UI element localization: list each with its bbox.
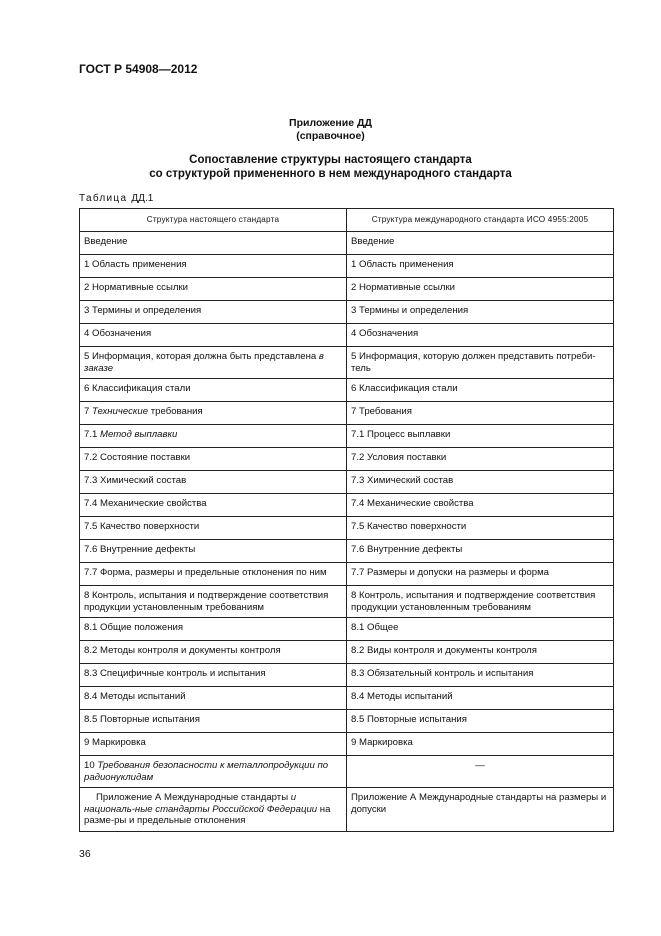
- cell-text: 7.7 Размеры и допуски на размеры и форма: [351, 567, 550, 578]
- cell-text: Введение: [351, 236, 395, 247]
- cell-national: [80, 788, 347, 832]
- cell-national: [80, 425, 347, 448]
- cell-national: [80, 471, 347, 494]
- cell-text: 4 Обозначения: [84, 328, 152, 339]
- table-row: [80, 563, 614, 586]
- cell-international: [347, 687, 614, 710]
- table-row: [80, 255, 614, 278]
- cell-international: [347, 494, 614, 517]
- table-row: [80, 586, 614, 618]
- cell-text: 8.1 Общие положения: [84, 622, 184, 633]
- cell-text: 8.2 Методы контроля и документы контроля: [84, 645, 281, 656]
- table-row: [80, 278, 614, 301]
- italic-text: и националь-ные стандарты Российской Федерации: [84, 792, 318, 815]
- cell-text: 7.2 Условия поставки: [351, 452, 447, 463]
- cell-international: [347, 301, 614, 324]
- table-row: [80, 425, 614, 448]
- cell-text: 1 Область применения: [351, 259, 454, 270]
- cell-national: [80, 517, 347, 540]
- cell-international: [347, 255, 614, 278]
- cell-text: Приложение А Международные стандарты на размеры и допуски: [351, 792, 607, 815]
- cell-text: 7.2 Состояние поставки: [84, 452, 191, 463]
- cell-international: [347, 347, 614, 379]
- table-row: [80, 448, 614, 471]
- cell-text: 7.6 Внутренние дефекты: [351, 544, 463, 555]
- table-row: [80, 517, 614, 540]
- cell-text: 9 Маркировка: [84, 737, 146, 748]
- cell-text: 8.5 Повторные испытания: [84, 714, 200, 725]
- cell-national: [80, 710, 347, 733]
- comparison-table: [79, 208, 614, 832]
- cell-text: 8.4 Методы испытаний: [84, 691, 186, 702]
- table-row: [80, 402, 614, 425]
- table-row: [80, 664, 614, 687]
- cell-text: 7.3 Химический состав: [84, 475, 187, 486]
- table-row: [80, 324, 614, 347]
- cell-international: [347, 664, 614, 687]
- section-title-line-2: со структурой примененного в нем международного стандарта: [149, 168, 512, 180]
- cell-national: [80, 494, 347, 517]
- table-label: [79, 193, 153, 204]
- column-header-national: Структура настоящего стандарта: [80, 209, 347, 232]
- cell-international: [347, 471, 614, 494]
- cell-text: 8.5 Повторные испытания: [351, 714, 467, 725]
- cell-national: [80, 448, 347, 471]
- cell-national: [80, 402, 347, 425]
- cell-international: [347, 379, 614, 402]
- italic-text: Технические: [92, 406, 149, 417]
- table-row: [80, 471, 614, 494]
- cell-text: 1 Область применения: [84, 259, 187, 270]
- cell-text: 8.3 Специфичные контроль и испытания: [84, 668, 266, 679]
- cell-national: [80, 586, 347, 618]
- cell-national: [80, 641, 347, 664]
- cell-international: [347, 586, 614, 618]
- cell-text: требования: [148, 406, 203, 417]
- appendix-subtitle: (справочное): [296, 130, 365, 142]
- cell-national: [80, 278, 347, 301]
- cell-international: [347, 563, 614, 586]
- cell-text: 7.7 Форма, размеры и предельные отклонения по ним: [84, 567, 327, 578]
- cell-text: 8.2 Виды контроля и документы контроля: [351, 645, 537, 656]
- table-row: [80, 710, 614, 733]
- italic-text: Метод выплавки: [100, 429, 178, 440]
- cell-text: 7.5 Качество поверхности: [84, 521, 200, 532]
- cell-text: 4 Обозначения: [351, 328, 419, 339]
- cell-international: [347, 618, 614, 641]
- section-title-line-1: Сопоставление структуры настоящего стандарта: [189, 154, 472, 166]
- cell-national: [80, 347, 347, 379]
- cell-text: Введение: [84, 236, 128, 247]
- cell-international: [347, 448, 614, 471]
- cell-international: [347, 788, 614, 832]
- table-row: [80, 540, 614, 563]
- cell-text: 6 Классификация стали: [84, 383, 191, 394]
- cell-text: 2 Нормативные ссылки: [351, 282, 456, 293]
- cell-text: 3 Термины и определения: [84, 305, 202, 316]
- cell-national: [80, 301, 347, 324]
- cell-national: [80, 618, 347, 641]
- appendix-heading: [0, 117, 661, 143]
- cell-national: [80, 687, 347, 710]
- cell-national: [80, 664, 347, 687]
- cell-text: 7 Требования: [351, 406, 412, 417]
- table-header-row: [80, 209, 614, 232]
- cell-text: 8.4 Методы испытаний: [351, 691, 453, 702]
- table-row: [80, 301, 614, 324]
- table-label-word: Таблица: [79, 193, 128, 204]
- document-header: ГОСТ Р 54908—2012: [79, 62, 198, 76]
- table-row: [80, 733, 614, 756]
- table-label-number: ДД.1: [131, 193, 154, 204]
- table-row: [80, 347, 614, 379]
- cell-text: Приложение А Международные стандарты: [96, 792, 291, 803]
- cell-international: [347, 278, 614, 301]
- page-number: 36: [79, 848, 91, 860]
- table-row: [80, 687, 614, 710]
- cell-text: 7: [84, 406, 93, 417]
- cell-national: [80, 255, 347, 278]
- cell-text: —: [475, 760, 485, 771]
- cell-international: [347, 756, 614, 788]
- table-row: [80, 232, 614, 255]
- table-row: [80, 618, 614, 641]
- cell-text: 7.6 Внутренние дефекты: [84, 544, 196, 555]
- cell-international: [347, 425, 614, 448]
- cell-international: [347, 733, 614, 756]
- cell-national: [80, 232, 347, 255]
- table-row: [80, 756, 614, 788]
- cell-text: 8 Контроль, испытания и подтверждение соответствия продукции установленным требованиям: [351, 590, 596, 613]
- cell-text: 7.5 Качество поверхности: [351, 521, 467, 532]
- table-body: [80, 232, 614, 832]
- cell-national: [80, 756, 347, 788]
- cell-text: 5 Информация, которая должна быть представлена: [84, 351, 319, 362]
- cell-text: 10: [84, 760, 98, 771]
- column-header-international: Структура международного стандарта ИСО 4955:2005: [347, 209, 614, 232]
- cell-text: 3 Термины и определения: [351, 305, 469, 316]
- cell-text: 7.1: [84, 429, 101, 440]
- italic-text: в заказе: [84, 351, 324, 374]
- cell-national: [80, 563, 347, 586]
- cell-national: [80, 733, 347, 756]
- cell-international: [347, 402, 614, 425]
- cell-international: [347, 540, 614, 563]
- cell-national: [80, 379, 347, 402]
- cell-text: 7.1 Процесс выплавки: [351, 429, 451, 440]
- cell-national: [80, 540, 347, 563]
- cell-text: на разме-ры и предельные отклонения: [84, 803, 331, 826]
- cell-text: 2 Нормативные ссылки: [84, 282, 189, 293]
- section-title: [0, 153, 661, 181]
- appendix-title: Приложение ДД: [289, 117, 372, 129]
- cell-text: 8 Контроль, испытания и подтверждение соответствия продукции установленным требованиям: [84, 590, 329, 613]
- cell-text: 6 Классификация стали: [351, 383, 458, 394]
- cell-text: 7.3 Химический состав: [351, 475, 454, 486]
- table-row: [80, 494, 614, 517]
- cell-text: 5 Информация, которую должен представить потреби-тель: [351, 351, 596, 374]
- cell-international: [347, 710, 614, 733]
- table-row: [80, 641, 614, 664]
- table-row: [80, 379, 614, 402]
- cell-international: [347, 517, 614, 540]
- cell-international: [347, 641, 614, 664]
- cell-text: 8.1 Общее: [351, 622, 399, 633]
- table-row: [80, 788, 614, 832]
- cell-text: 7.4 Механические свойства: [84, 498, 207, 509]
- cell-national: [80, 324, 347, 347]
- cell-international: [347, 232, 614, 255]
- italic-text: Требования безопасности к металлопродукции по радионуклидам: [84, 760, 329, 783]
- cell-text: 8.3 Обязательный контроль и испытания: [351, 668, 534, 679]
- cell-text: 9 Маркировка: [351, 737, 413, 748]
- cell-international: [347, 324, 614, 347]
- cell-text: 7.4 Механические свойства: [351, 498, 474, 509]
